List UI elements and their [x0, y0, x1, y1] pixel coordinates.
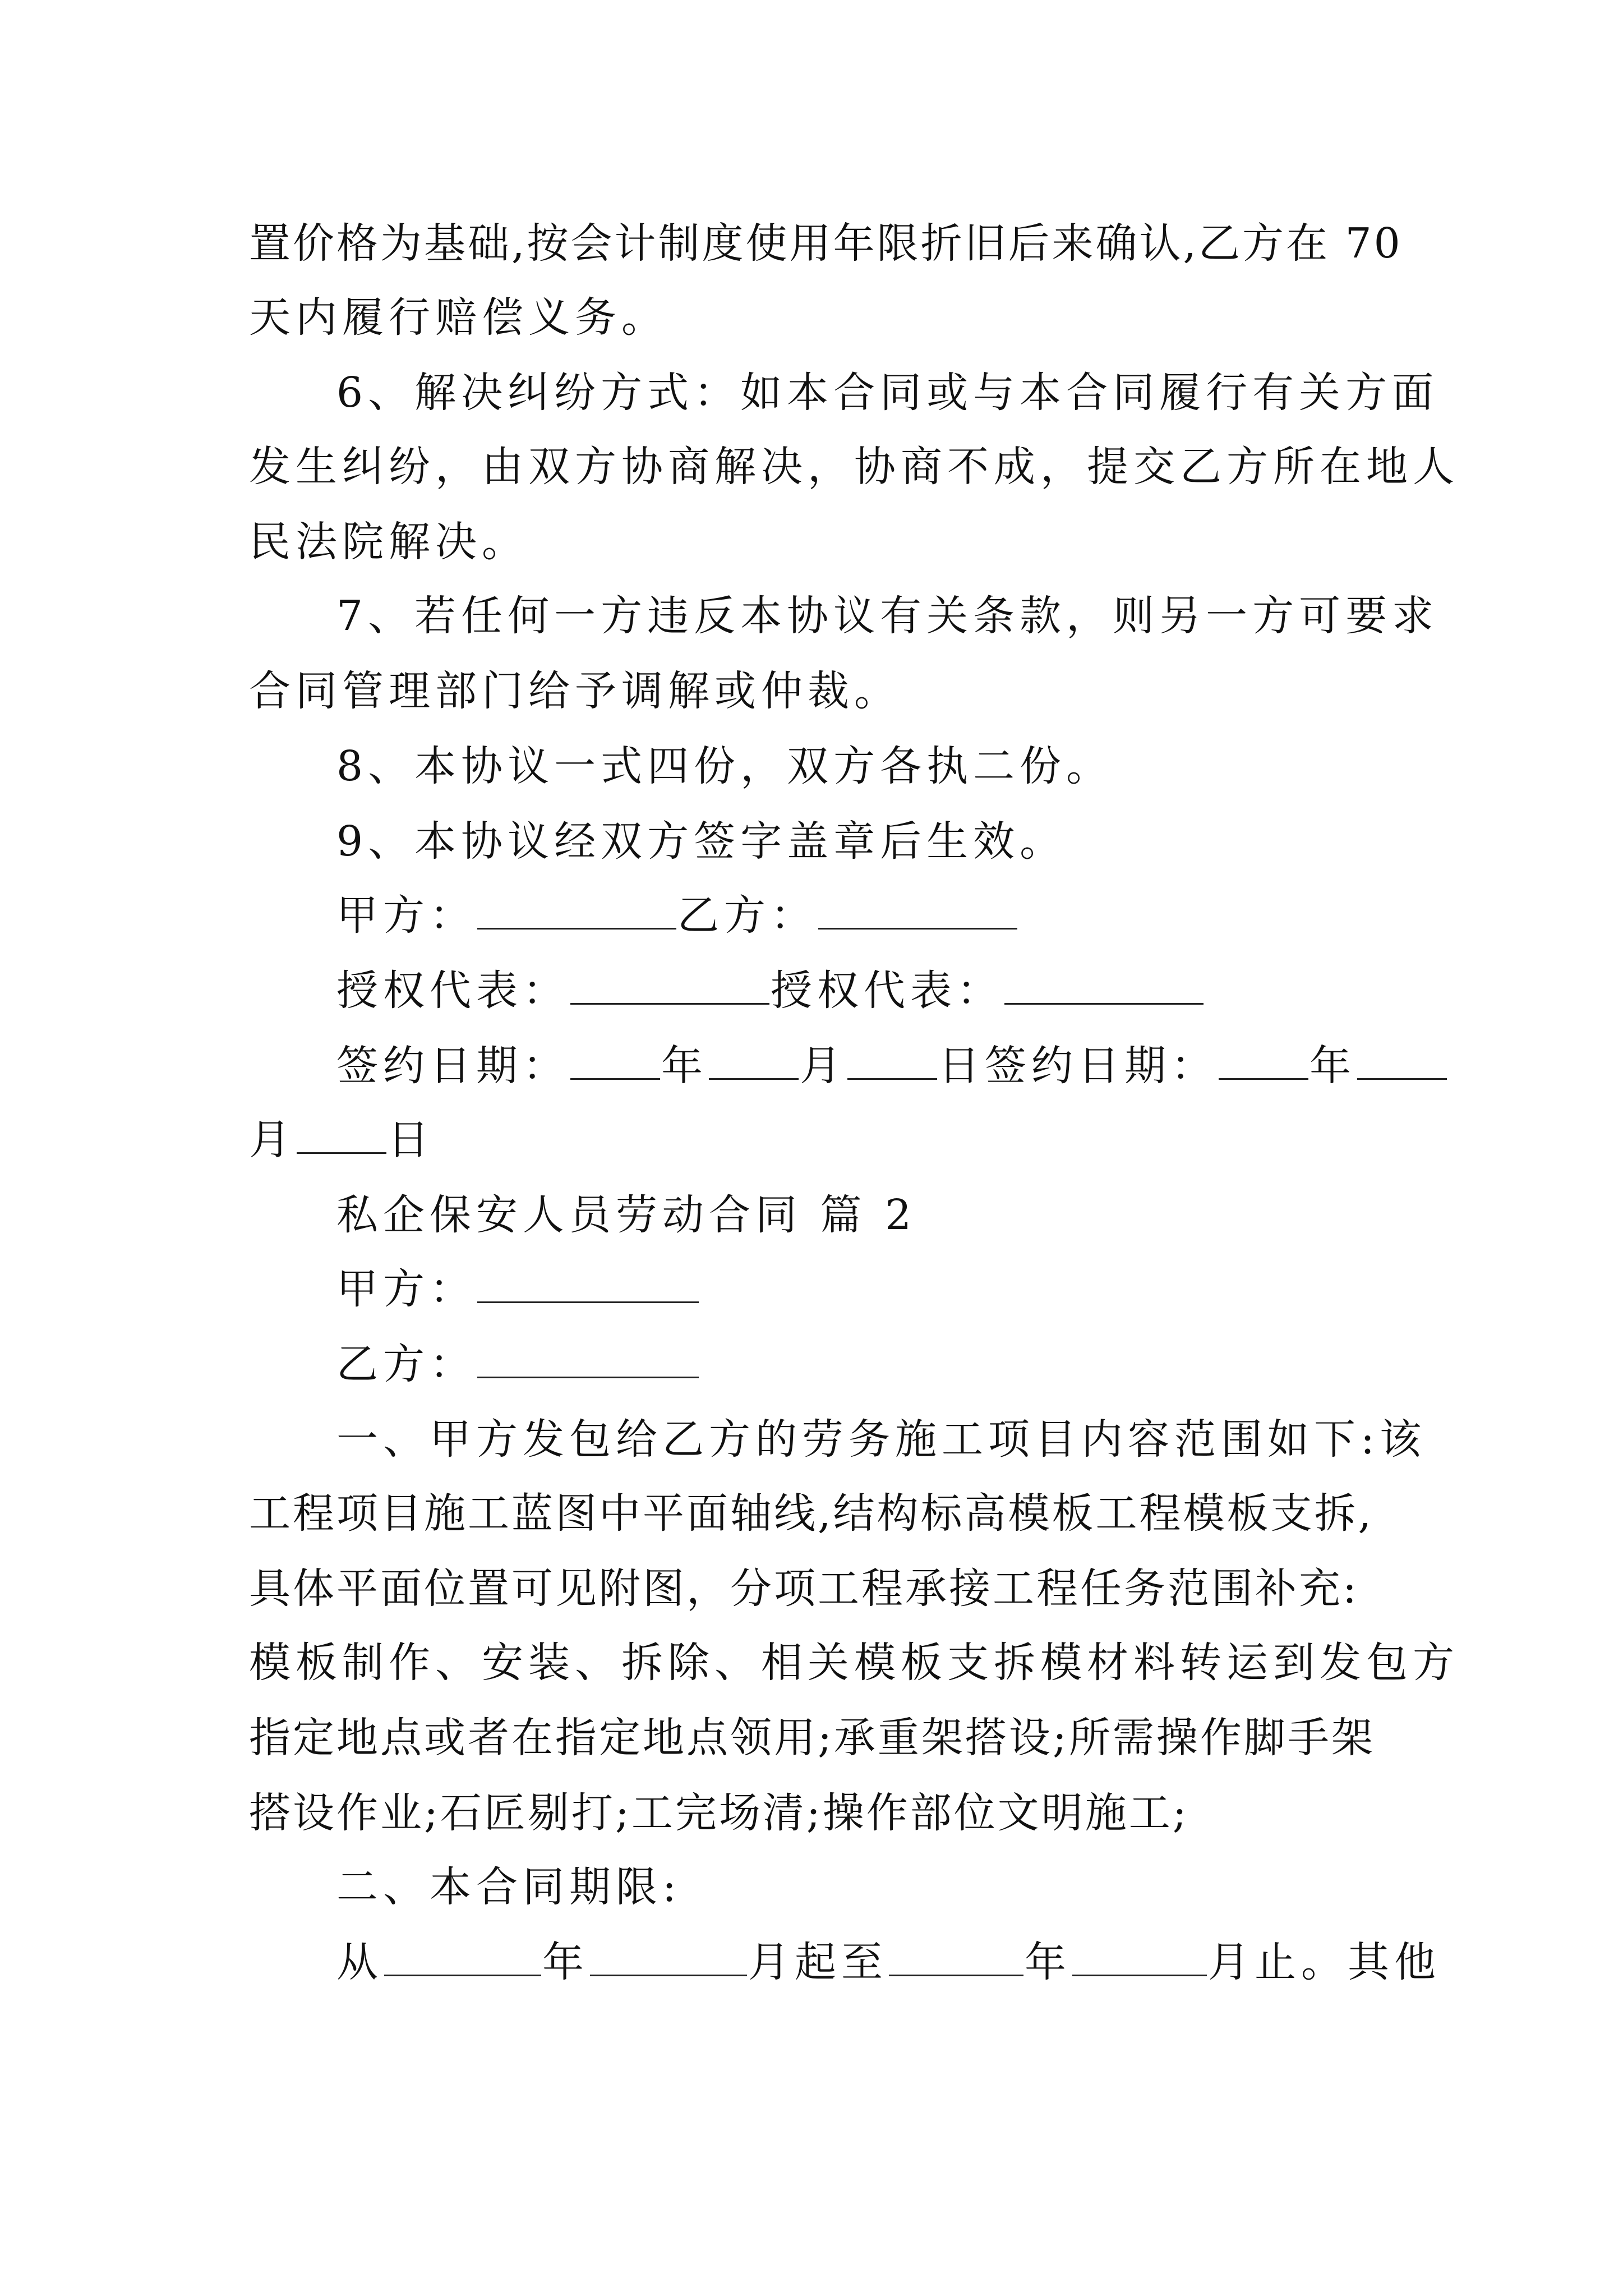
year-label: 年 — [542, 1938, 589, 1986]
text-line: 发生纠纷，由双方协商解决，协商不成，提交乙方所在地人 — [249, 443, 1459, 491]
signature-line — [336, 887, 1475, 944]
month-from-label: 月起至 — [748, 1938, 888, 1986]
date-line — [336, 1038, 1475, 1094]
text-line: 搭设作业;石匠剔打;工完场清;操作部位文明施工; — [249, 1789, 1189, 1837]
month-end-label: 月止。其他 — [1208, 1938, 1441, 1986]
year-label: 年 — [661, 1042, 708, 1090]
clause-title: 二、本合同期限: — [336, 1863, 681, 1911]
party-b-blank — [818, 893, 1017, 930]
party-a-blank — [477, 893, 676, 930]
party-b-line — [336, 1336, 1475, 1392]
text-line: 置价格为基础,按会计制度使用年限折旧后来确认,乙方在 70 — [249, 219, 1403, 268]
day-label: 日 — [388, 1116, 434, 1164]
blank — [590, 1940, 747, 1976]
period-line — [336, 1934, 1475, 1990]
party-b-label: 乙方： — [677, 891, 817, 940]
blank — [889, 1940, 1023, 1976]
blank — [847, 1043, 937, 1080]
text-line: 民法院解决。 — [249, 518, 528, 566]
party-b-label: 乙方： — [336, 1340, 476, 1388]
from-label: 从 — [336, 1938, 383, 1986]
blank — [1072, 1940, 1207, 1976]
date-a-label: 签约日期： — [336, 1042, 569, 1090]
party-a-label: 甲方： — [336, 891, 476, 940]
blank — [297, 1117, 386, 1154]
blank — [570, 1043, 660, 1080]
month-label: 月 — [249, 1116, 296, 1164]
text-line: 一、甲方发包给乙方的劳务施工项目内容范围如下:该 — [336, 1415, 1426, 1464]
rep-b-blank — [1004, 968, 1204, 1005]
party-a-blank — [477, 1267, 699, 1303]
blank — [384, 1940, 541, 1976]
rep-b-label: 授权代表： — [771, 967, 1003, 1015]
text-line: 合同管理部门给予调解或仲裁。 — [249, 667, 901, 715]
year-label: 年 — [1025, 1938, 1071, 1986]
blank — [1357, 1043, 1447, 1080]
blank — [709, 1043, 799, 1080]
text-line: 具体平面位置可见附图，分项工程承接工程任务范围补充: — [249, 1565, 1359, 1613]
party-a-line — [336, 1261, 1475, 1317]
date-b-label: 日签约日期： — [938, 1042, 1218, 1090]
party-b-blank — [477, 1342, 699, 1378]
section-title: 私企保安人员劳动合同 篇 2 — [336, 1191, 917, 1239]
text-line: 天内履行赔偿义务。 — [249, 293, 668, 342]
text-line: 9、本协议经双方签字盖章后生效。 — [336, 817, 1067, 866]
text-line: 模板制作、安装、拆除、相关模板支拆模材料转运到发包方 — [249, 1639, 1459, 1687]
blank — [1219, 1043, 1308, 1080]
party-a-label: 甲方： — [336, 1265, 476, 1313]
representative-line — [336, 963, 1475, 1019]
text-line: 工程项目施工蓝图中平面轴线,结构标高模板工程模板支拆, — [249, 1489, 1374, 1538]
text-line: 7、若任何一方违反本协议有关条款，则另一方可要求 — [336, 592, 1439, 640]
text-line: 8、本协议一式四份，双方各执二份。 — [336, 742, 1113, 790]
year-label: 年 — [1310, 1042, 1356, 1090]
rep-a-blank — [570, 968, 769, 1005]
text-line: 6、解决纠纷方式：如本合同或与本合同履行有关方面 — [336, 369, 1439, 417]
text-line: 指定地点或者在指定地点领用;承重架搭设;所需操作脚手架 — [249, 1714, 1375, 1762]
rep-a-label: 授权代表： — [336, 967, 569, 1015]
date-line-continued — [249, 1112, 1387, 1168]
month-label: 月 — [800, 1042, 846, 1090]
